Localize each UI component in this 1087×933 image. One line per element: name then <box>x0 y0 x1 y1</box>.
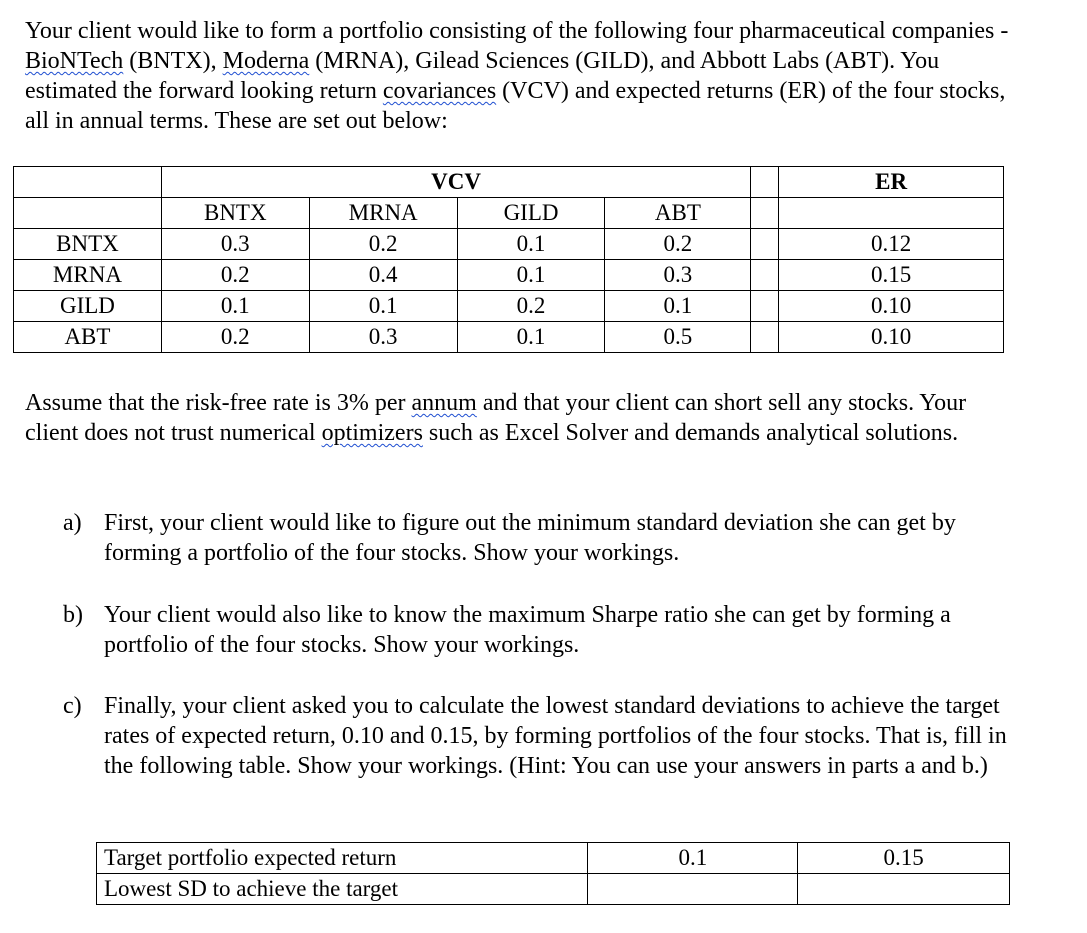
cell-value: 0.3 <box>161 229 309 260</box>
cell-value: 0.2 <box>161 260 309 291</box>
assumption-text: and that your client can short sell any stocks. Your client does not trust numerical <box>25 390 967 446</box>
cell-value: 0.1 <box>309 291 457 322</box>
question-label: a) <box>63 510 82 536</box>
question-text: First, your client would like to figure out the minimum standard deviation she can get by forming a portfolio of the four stocks. Show your workings. <box>104 510 956 566</box>
er-value: 0.15 <box>779 260 1004 291</box>
er-header: ER <box>779 167 1004 198</box>
cell-value: 0.4 <box>309 260 457 291</box>
row-label: GILD <box>14 291 162 322</box>
cell-value: 0.2 <box>605 229 751 260</box>
answer-cell[interactable] <box>798 874 1010 905</box>
answer-cell[interactable] <box>588 874 798 905</box>
cell-value: 0.1 <box>605 291 751 322</box>
question-label: b) <box>63 602 83 628</box>
question-label: c) <box>63 693 82 719</box>
table-row <box>97 843 1010 874</box>
intro-text: (VCV) and expected returns (ER) of the four stocks, all in annual terms. These are set out below: <box>25 78 1006 134</box>
cell-value: 0.1 <box>457 260 605 291</box>
spellcheck-word: optimizers <box>321 420 423 446</box>
assumption-paragraph <box>25 388 1025 448</box>
spellcheck-word: Moderna <box>222 48 310 74</box>
question-text: Your client would also like to know the maximum Sharpe ratio she can get by forming a portfolio of the four stocks. Show your workings. <box>104 602 951 658</box>
cell-value: 0.1 <box>457 322 605 353</box>
intro-paragraph <box>25 16 1025 136</box>
target-return-value: 0.1 <box>588 843 798 874</box>
vcv-header: VCV <box>161 167 750 198</box>
cell-value: 0.1 <box>161 291 309 322</box>
cell-value: 0.1 <box>457 229 605 260</box>
assumption-text: Assume that the risk-free rate is 3% per <box>25 390 412 416</box>
table-row <box>14 229 1004 260</box>
column-header: GILD <box>457 198 605 229</box>
cell-value: 0.2 <box>161 322 309 353</box>
cell-value: 0.3 <box>605 260 751 291</box>
question-text: Finally, your client asked you to calculate the lowest standard deviations to achieve the target rates of expected return, 0.10 and 0.15, by forming portfolios of the four stocks. That is, fill in the following table. Show your workings. (Hint: You can use your answers in parts a and b.) <box>104 693 1007 779</box>
spellcheck-word: annum <box>411 390 477 416</box>
question-a <box>63 508 1023 568</box>
cell-value: 0.5 <box>605 322 751 353</box>
question-b <box>63 600 1023 660</box>
table-row <box>97 874 1010 905</box>
table-row <box>14 291 1004 322</box>
column-header: ABT <box>605 198 751 229</box>
table-row <box>14 260 1004 291</box>
question-c <box>63 691 1023 781</box>
assumption-text: such as Excel Solver and demands analytical solutions. <box>422 420 959 446</box>
er-value: 0.10 <box>779 291 1004 322</box>
cell-value: 0.3 <box>309 322 457 353</box>
er-value: 0.10 <box>779 322 1004 353</box>
er-value: 0.12 <box>779 229 1004 260</box>
table-row <box>14 322 1004 353</box>
row-label: BNTX <box>14 229 162 260</box>
row-label: Target portfolio expected return <box>97 843 588 874</box>
spellcheck-word: BioNTech <box>25 48 124 74</box>
cell-value: 0.2 <box>309 229 457 260</box>
intro-text: (MRNA), Gilead Sciences (GILD), and Abbott Labs (ABT). You estimated the forward looking return <box>25 48 940 104</box>
spellcheck-word: covariances <box>382 78 497 104</box>
vcv-er-table <box>13 166 1004 353</box>
intro-text: (BNTX), <box>123 48 223 74</box>
row-label: Lowest SD to achieve the target <box>97 874 588 905</box>
intro-text: Your client would like to form a portfolio consisting of the following four pharmaceutical companies - <box>25 18 1009 44</box>
target-table <box>96 842 1010 905</box>
target-return-value: 0.15 <box>798 843 1010 874</box>
column-header: MRNA <box>309 198 457 229</box>
cell-value: 0.2 <box>457 291 605 322</box>
column-header: BNTX <box>161 198 309 229</box>
row-label: ABT <box>14 322 162 353</box>
row-label: MRNA <box>14 260 162 291</box>
